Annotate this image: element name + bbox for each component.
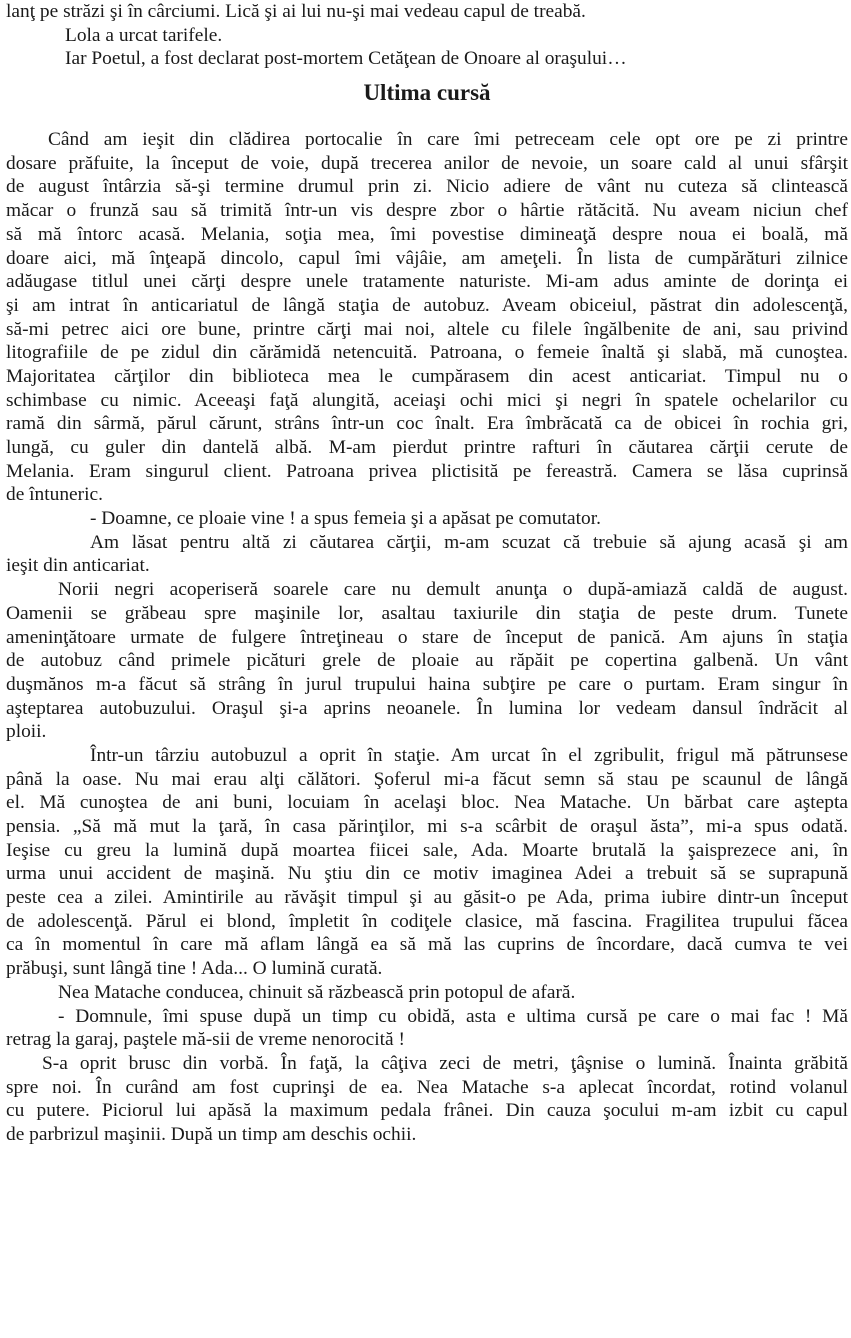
text-line: de parbrizul maşinii. După un timp am deschis ochii.: [6, 1123, 417, 1145]
title-spacing: [6, 119, 848, 128]
text-line: Norii negri acoperiseră soarele care nu demult anunţa o după-amiază caldă de august.: [58, 579, 848, 601]
text-line: lungă, cu guler din dantelă albă. M-am pierdut printre rafturi în căutarea cărţii cerute de: [6, 437, 848, 458]
text-line: urma unui accident de maşină. Nu ştiu din ce motiv imaginea Adei a trebuit să se suprapună: [6, 863, 848, 885]
text-line: Majoritatea cărţilor din biblioteca mea le cumpărasem din acest anticariat. Timpul nu o: [6, 365, 848, 387]
chapter-title: Ultima cursă: [363, 80, 491, 106]
text-line: adăugase titlul unei cărţi despre unele tratamente naturiste. Mi-am adus aminte de dorinţa ei: [6, 271, 848, 293]
text-line: de întuneric.: [6, 484, 103, 506]
text-line: de autobuz când primele picături grele de ploaie au răpăit pe copertina galbenă. Un vânt: [6, 650, 848, 672]
text-line: ieşit din anticariat.: [6, 555, 150, 577]
text-line: Iar Poetul, a fost declarat post-mortem Cetăţean de Onoare al oraşului…: [65, 48, 627, 70]
text-line: prăbuşi, sunt lângă tine ! Ada... O lumină curată.: [6, 958, 383, 980]
text-line: S-a oprit brusc din vorbă. În faţă, la câţiva zeci de metri, ţâşnise o lumină. Înainta grăbită: [42, 1052, 848, 1074]
text-line: măcar o frunză sau să trimită într-un vis despre zbor o hârtie rătăcită. Nu aveam niciun chef: [6, 200, 848, 222]
text-line: aşteptarea autobuzului. Oraşul şi-a aprins neoanele. În lumina lor vedeam dansul îndrăcit al: [6, 697, 848, 719]
text-line: de august întârzia să-şi termine drumul prin zi. Nicio adiere de vânt nu cuteza să clintească: [6, 176, 848, 198]
text-line: spre noi. În curând am fost cuprinşi de ea. Nea Matache s-a aplecat încordat, rotind volanul: [6, 1076, 848, 1098]
previous-story-ending: [6, 0, 848, 71]
text-line: pensia. „Să mă mut la ţară, în casa părinţilor, mi s-a scârbit de oraşul ăsta”, mi-a spus odată.: [6, 816, 848, 837]
text-line: peste cea a zilei. Amintirile au răvăşit timpul şi au găsit-o pe Ada, prima iubire dintr-un început: [6, 887, 848, 909]
text-line: Într-un târziu autobuzul a oprit în staţie. Am urcat în el zgribulit, frigul mă pătrunsese: [90, 744, 848, 766]
story-body: [6, 128, 848, 1147]
text-line: duşmănos m-a făcut să strâng în jurul trupului haina subţire pe care o purtam. Eram singur în: [6, 673, 848, 695]
text-line: retrag la garaj, paştele mă-sii de vreme nenorocită !: [6, 1029, 405, 1051]
text-line: cu putere. Piciorul lui apăsă la maximum pedala frânei. Din cauza şocului m-am izbit cu capul: [6, 1100, 848, 1122]
text-line: el. Mă cunoştea de ani buni, locuiam în acelaşi bloc. Nea Matache. Un bărbat care aştepta: [6, 792, 848, 814]
text-line: ameninţătoare urmate de fulgere întreţineau o stare de început de panică. Am ajuns în staţia: [6, 626, 848, 648]
text-line: dosare prăfuite, la început de voie, după trecerea anilor de nevoie, un soare cald al unui sfârşit: [6, 152, 848, 174]
text-line: şi am intrat în anticariatul de lângă staţia de autobuz. Aveam obiceiul, păstrat din adolescenţă,: [6, 294, 848, 316]
text-line: ca în momentul în care mă aflam lângă ea să mă las cuprins de încordare, dacă cumva te vei: [6, 934, 848, 956]
text-line: Oamenii se grăbeau spre maşinile lor, asaltau taxiurile din staţia de peste drum. Tunete: [6, 602, 848, 624]
text-line: Lola a urcat tarifele.: [65, 24, 223, 46]
text-line: Nea Matache conducea, chinuit să răzbească prin potopul de afară.: [58, 981, 576, 1003]
text-line: - Doamne, ce ploaie vine ! a spus femeia şi a apăsat pe comutator.: [90, 508, 601, 530]
document-page: [6, 0, 848, 1147]
text-line: doare aici, mă înţeapă dincolo, capul îmi vâjâie, am ameţeli. În lista de cumpărături zilnice: [6, 247, 848, 269]
text-line: să mă întorc acasă. Melania, soţia mea, îmi povestise dimineaţă despre noua ei boală, mă: [6, 223, 848, 245]
text-line: de adolescenţă. Părul ei blond, împletit în codiţele clasice, mă fascina. Fragilitea trupului făcea: [6, 910, 848, 932]
text-line: ploii.: [6, 721, 47, 743]
text-line: Melania. Eram singurul client. Patroana privea plictisită pe fereastră. Camera se lăsa cuprinsă: [6, 460, 848, 482]
text-line: Am lăsat pentru altă zi căutarea cărţii, m-am scuzat că trebuie să ajung acasă şi am: [90, 531, 848, 553]
text-line: până la oase. Nu mai erau alţi călători. Şoferul mi-a făcut semn să stau pe scaunul de lângă: [6, 768, 848, 790]
text-line: Ieşise cu greu la lumină după moartea fiicei sale, Ada. Moarte brutală la şaisprezece ani, în: [6, 839, 848, 861]
text-line: lanţ pe străzi şi în cârciumi. Lică şi ai lui nu-şi mai vedeau capul de treabă.: [6, 1, 586, 22]
text-line: - Domnule, îmi spuse după un timp cu obidă, asta e ultima cursă pe care o mai fac ! Mă: [58, 1005, 848, 1027]
text-line: schimbase cu nimic. Aceeaşi faţă alungită, aceiaşi ochi mici şi negri în spatele ochelarilor cu: [6, 389, 848, 411]
text-line: ramă din sârmă, părul cărunt, strâns într-un coc înalt. Era îmbrăcată ca de obicei în rochia gri,: [6, 413, 848, 435]
text-line: litografiile de pe zidul din cărămidă netencuită. Patroana, o femeie înaltă şi slabă, mă cunoştea.: [6, 342, 848, 364]
text-line: să-mi petrec aici ore bune, printre cărţi mai noi, altele cu filele îngălbenite de ani, sau privind: [6, 318, 848, 340]
text-line: Când am ieşit din clădirea portocalie în care îmi petreceam cele opt ore pe zi printre: [48, 129, 848, 151]
